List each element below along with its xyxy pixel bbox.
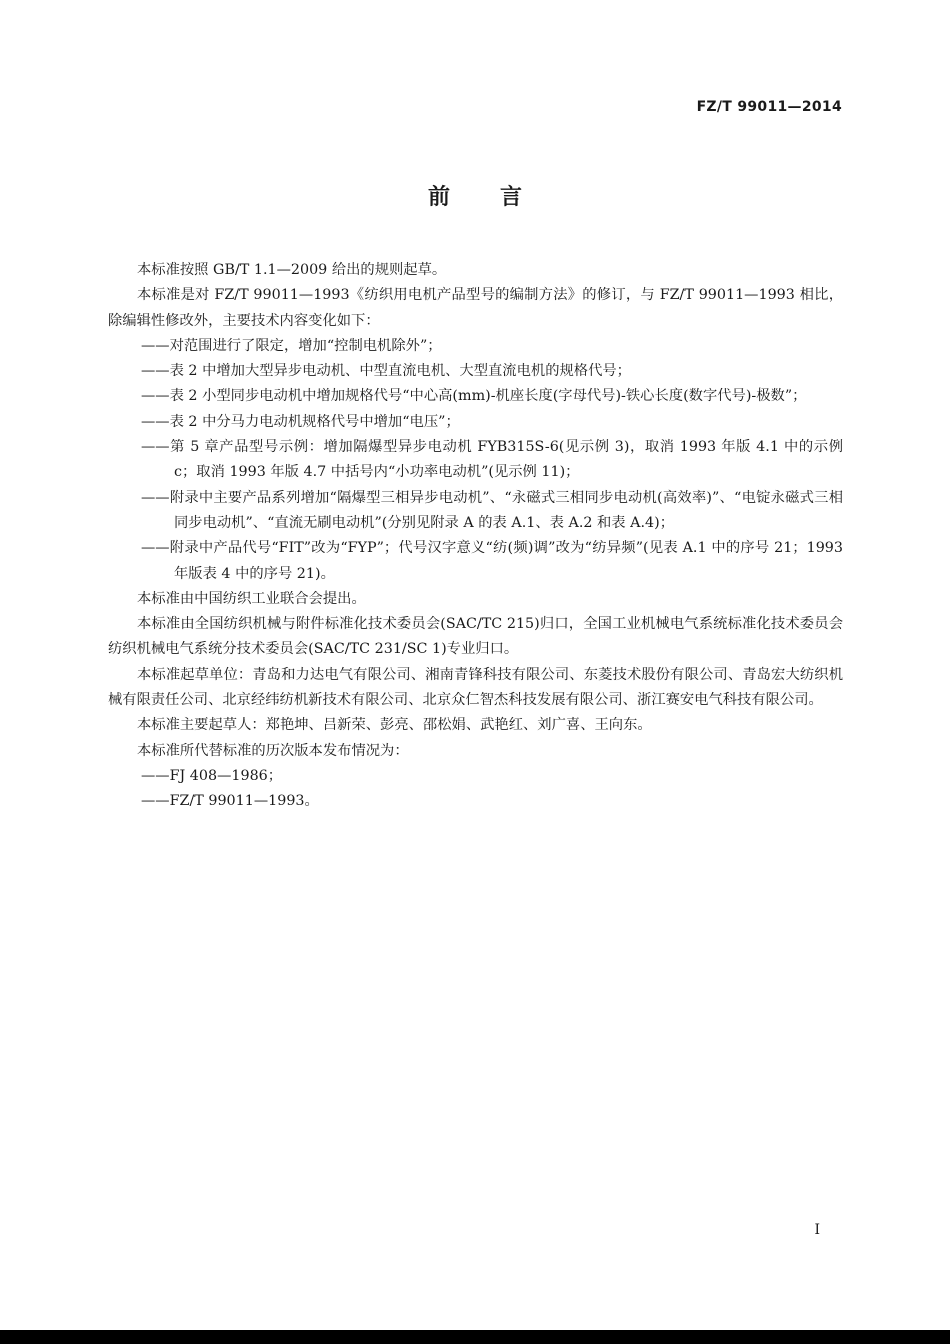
paragraph-drafters: 本标准主要起草人：郑艳坤、吕新荣、彭亮、邵松娟、武艳红、刘广喜、王向东。 xyxy=(137,717,652,734)
paragraph-drafting-units: 本标准起草单位：青岛和力达电气有限公司、湘南青锋科技有限公司、东菱技术股份有限公司、青岛宏大纺织机械有限责任公司、北京经纬纺机新技术有限公司、北京众仁智杰科技发展有限公司、浙江赛安电气科技有限公司。 xyxy=(108,666,843,709)
change-item-table2-large-motors: ——表 2 中增加大型异步电动机、中型直流电机、大型直流电机的规格代号； xyxy=(141,363,631,380)
history-item-fzt99011: ——FZ/T 99011—1993。 xyxy=(141,793,319,810)
paragraph-committee: 本标准由全国纺织机械与附件标准化技术委员会(SAC/TC 215)归口，全国工业机械电气系统标准化技术委员会纺织机械电气系统分技术委员会(SAC/TC 231/SC 1)专业归口。 xyxy=(108,616,843,658)
history-item-fj408: ——FJ 408—1986； xyxy=(141,767,283,784)
bottom-border xyxy=(0,1330,950,1344)
page-title: 前言 xyxy=(427,184,572,210)
page-number: I xyxy=(814,1222,820,1238)
change-item-chapter5-examples: ——第 5 章产品型号示例：增加隔爆型异步电动机 FYB315S-6(见示例 3)，取消 1993 年版 4.1 中的示例 c；取消 1993 年版 4.7 中括号内“小功率电动机”(见示例 11)； xyxy=(141,439,843,481)
paragraph-proposer: 本标准由中国纺织工业联合会提出。 xyxy=(137,590,366,607)
standard-number: FZ/T 99011—2014 xyxy=(696,99,842,115)
change-item-appendix-series: ——附录中主要产品系列增加“隔爆型三相异步电动机”、“永磁式三相同步电动机(高效率)”、“电锭永磁式三相同步电动机”、“直流无刷电动机”(分别见附录 A 的表 A.1、表 A.2 和表 A.4)； xyxy=(141,489,843,531)
change-item-scope: ——对范围进行了限定，增加“控制电机除外”； xyxy=(141,337,442,354)
change-item-table2-sync-motor: ——表 2 小型同步电动机中增加规格代号“中心高(mm)-机座长度(字母代号)-铁心长度(数字代号)-极数”； xyxy=(141,388,807,405)
change-item-table2-voltage: ——表 2 中分马力电动机规格代号中增加“电压”； xyxy=(141,413,460,430)
change-item-appendix-codes: ——附录中产品代号“FIT”改为“FYP”；代号汉字意义“纺(频)调”改为“纺异频”(见表 A.1 中的序号 21；1993 年版表 4 中的序号 21)。 xyxy=(141,540,843,582)
paragraph-history: 本标准所代替标准的历次版本发布情况为： xyxy=(137,742,409,759)
paragraph-revision-summary: 本标准是对 FZ/T 99011—1993《纺织用电机产品型号的编制方法》的修订，与 FZ/T 99011—1993 相比，除编辑性修改外，主要技术内容变化如下： xyxy=(108,287,843,329)
paragraph-drafting-rules: 本标准按照 GB/T 1.1—2009 给出的规则起草。 xyxy=(137,262,447,278)
foreword-body xyxy=(108,258,843,815)
